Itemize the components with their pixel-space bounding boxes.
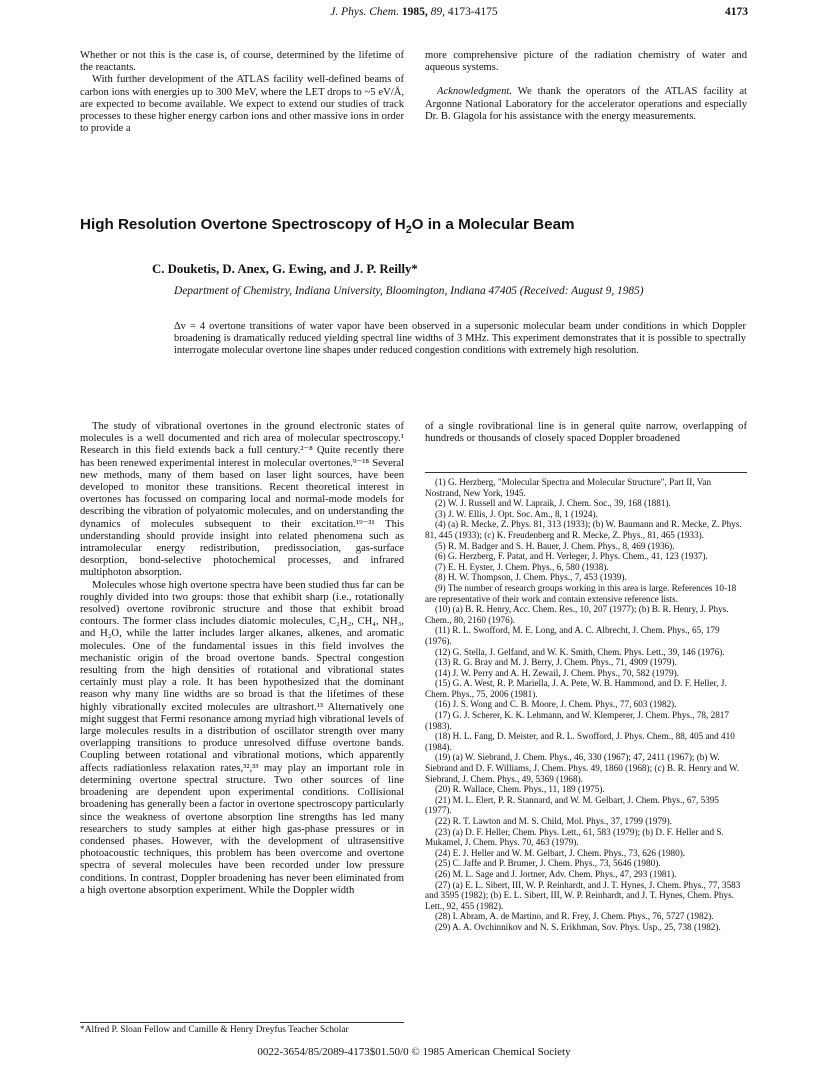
body-right-column [425,421,747,445]
footnote-rule [80,1022,404,1023]
ack-text: We thank the operators of the ATLAS facility at Argonne National Laboratory for the accelerator operations and especially Dr. B. Glagola for his assistance with the energy measurements. [425,86,747,122]
prev-paragraph-1: Whether or not this is the case is, of course, determined by the lifetime of the reactants. [80,50,404,74]
journal-citation [80,6,748,18]
reference-item: (19) (a) W. Siebrand, J. Chem. Phys., 46, 330 (1967); 47, 2411 (1967); (b) W. Siebrand and D. F. Williams, J. Chem. Phys. 49, 1860 (1968); (c) B. R. Henry and W. Siebrand, J. Chem. Phys., 49, 5369 (1968). [425,752,740,784]
reference-item: (18) H. L. Fang, D. Meister, and R. L. Swofford, J. Phys. Chem., 88, 405 and 410 (1984). [425,731,735,752]
reference-item: (8) H. W. Thompson, J. Chem. Phys., 7, 453 (1939). [435,572,627,583]
reference-item: (26) M. L. Sage and J. Jortner, Adv. Chem. Phys., 47, 293 (1981). [435,868,677,879]
reference-item: (15) G. A. West, R. P. Mariella, J. A. Pete, W. B. Hammond, and D. F. Heller, J. Chem. Phys., 75, 2006 (1981). [425,678,727,699]
references-list [425,472,747,933]
running-header [80,6,748,24]
reference-item: (5) R. M. Badger and S. H. Bauer, J. Chem. Phys., 8, 469 (1936). [435,540,675,551]
abstract: Δv = 4 overtone transitions of water vapor have been observed in a supersonic molecular beam under conditions in which Doppler broadening is dramatically reduced yielding spectral line widths of 3 MHz. This experiment demonstrates that it is possible to spectrally interrogate molecular overtone line shapes under reduced congestion conditions with extremely high resolution. [174,321,746,357]
prev-paragraph-2: With further development of the ATLAS facility well-defined beams of carbon ions with energies up to 300 MeV, where the LET drops to ~5 eV/Å, are expected to become available. We expect to extend our studies of track processes to these higher energy carbon ions and other massive ions in order to provide a [80,74,405,135]
page-number: 4173 [725,6,748,18]
prev-article-left-column [80,50,404,135]
reference-item: (7) E. H. Eyster, J. Chem. Phys., 6, 580 (1938). [435,561,609,572]
reference-item: (6) G. Herzberg, F. Patat, and H. Verleger, J. Phys. Chem., 41, 123 (1937). [435,551,708,562]
reference-item: (14) J. W. Perry and A. H. Zewail, J. Chem. Phys., 70, 582 (1979). [435,667,679,678]
body-left-column [80,421,404,897]
authors: C. Douketis, D. Anex, G. Ewing, and J. P. Reilly* [152,262,418,276]
reference-item: (28) I. Abram, A. de Martino, and R. Frey, J. Chem. Phys., 76, 5727 (1982). [435,911,714,922]
journal-year: 1985, [401,6,428,18]
body-paragraph-2: Molecules whose high overtone spectra have been studied thus far can be roughly divided into two groups: those that exhibit sharp (i.e., rotationally resolved) overtone rovibronic structure and those that exhibit broad contours. The former class includes diatomic molecules, C₂H₂, CH₄, NH₃, and H₂O, while the latter includes larger alkanes, alkenes, and aromatic molecules. One of the fundamental issues in this field involves the mechanistic origin of the broad overtone bands. Spectral congestion resulting from the high densities of rotational and vibrational states certainly must play a role. It has been hypothesized that the dominant reason why many line widths are so broad is that the lifetimes of these highly vibrationally excited molecules are ultrashort.¹³ Alternatively one might suggest that Fermi resonance among myriad high vibrational levels of large molecules results in a distribution of oscillator strength over many overlapping transitions to produce unresolved diffuse overtone bands. Coupling between rotational and vibrational motions, which apparently affects radiationless relaxation rates,³²,³³ may play an important role in determining overtone spectral structure. Two other sources of line broadening are dependent upon experimental conditions. Collisional broadening has generally been a factor in overtone spectroscopy particularly since the weakness of overtone absorption line strengths has led many researchers to study samples at either high gas-phase pressures or in condensed phases. However, with the development of ultrasensitive photoacoustic techniques, this problem has been overcome and overtone spectra of several molecules have been recorded under low pressure conditions. In contrast, Doppler broadening has never been eliminated from a high overtone absorption experiment. While the Doppler width [80,579,404,896]
reference-item: (25) C. Jaffe and P. Brumer, J. Chem. Phys., 73, 5646 (1980). [435,858,661,869]
reference-item: (1) G. Herzberg, "Molecular Spectra and Molecular Structure", Part II, Van Nostrand, New York, 1945. [425,477,712,498]
title-post: O in a Molecular Beam [411,216,575,233]
affiliation: Department of Chemistry, Indiana University, Bloomington, Indiana 47405 (Received: August 9, 1985) [174,285,644,297]
reference-item: (27) (a) E. L. Sibert, III, W. P. Reinhardt, and J. T. Hynes, J. Chem. Phys., 77, 3583 and 3595 (1982); (b) E. L. Sibert, III, W. P. Reinhardt, and J. T. Hynes, Chem. Phys. Lett., 92, 455 (1982). [425,879,741,911]
reference-item: (10) (a) B. R. Henry, Acc. Chem. Res., 10, 207 (1977); (b) B. R. Henry, J. Phys. Chem., 80, 2160 (1976). [425,604,729,625]
page-footer: 0022-3654/85/2089-4173$01.50/0 © 1985 American Chemical Society [257,1046,571,1058]
footnote-text: *Alfred P. Sloan Fellow and Camille & Henry Dreyfus Teacher Scholar [80,1025,349,1035]
ack-label: Acknowledgment. [437,86,513,98]
journal-volume: 89, [430,6,445,18]
reference-item: (22) R. T. Lawton and M. S. Child, Mol. Phys., 37, 1799 (1979). [435,816,673,826]
reference-item: (9) The number of research groups working in this area is large. References 10-18 are representative of their work and contain extensive reference lists. [425,582,737,604]
reference-item: (29) A. A. Ovchinnikov and N. S. Erikhman, Sov. Phys. Usp., 25, 738 (1982). [435,921,721,932]
body-paragraph-1: The study of vibrational overtones in the ground electronic states of molecules is a well documented and rich area of molecular spectroscopy.¹ Research in this field extends back a full century.²⁻⁸ Quite recently there has been renewed experimental interest in molecular overtones.⁹⁻¹⁸ Several new methods, many of them based on laser light sources, have been developed to monitor these transitions. Recent theoretical interest in overtones has focussed on comparing local and normal-mode models for describing the vibration of polyatomic molecules, and on understanding the dynamics of molecules subsequent to their excitation.¹⁹⁻³¹ This understanding should provide insight into related phenomena such as intramolecular energy redistribution, predissociation, gas-surface desorption, bond-selective photochemical processes, and infrared multiphoton absorption. [80,421,404,579]
footnote [80,1022,404,1035]
reference-item: (24) E. J. Heller and W. M. Gelbart, J. Chem. Phys., 73, 626 (1980). [435,847,686,858]
reference-item: (2) W. J. Russell and W. Lapraik, J. Chem. Soc., 39, 168 (1881). [435,498,671,509]
reference-item: (11) R. L. Swofford, M. E. Long, and A. C. Albrecht, J. Chem. Phys., 65, 179 (1976). [425,625,720,646]
body-right-text: of a single rovibrational line is in general quite narrow, overlapping of hundreds or thousands of closely spaced Doppler broadened [425,421,747,445]
reference-item: (21) M. L. Elert, P. R. Stannard, and W. M. Gelbart, J. Chem. Phys., 67, 5395 (1977). [425,794,720,816]
reference-item: (20) R. Wallace, Chem. Phys., 11, 189 (1975). [435,784,605,795]
reference-item: (17) G. J. Scherer, K. K. Lehmann, and W. Klemperer, J. Chem. Phys., 78, 2817 (1983). [425,710,729,731]
article-title [80,216,740,237]
journal-pages: 4173-4175 [447,6,498,18]
journal-name: J. Phys. Chem. [330,6,399,18]
reference-item: (16) J. S. Wong and C. B. Moore, J. Chem. Phys., 77, 603 (1982). [435,699,677,710]
title-pre: High Resolution Overtone Spectroscopy of H [80,216,406,233]
prev-continuation: more comprehensive picture of the radiation chemistry of water and aqueous systems. [425,50,747,74]
title-sub: 2 [405,224,412,237]
references-rule [425,472,747,473]
reference-item: (13) R. G. Bray and M. J. Berry, J. Chem. Phys., 71, 4909 (1979). [435,657,677,668]
reference-item: (23) (a) D. F. Heller, Chem. Phys. Lett., 61, 583 (1979); (b) D. F. Heller and S. Mukamel, J. Chem. Phys. 70, 463 (1979). [425,826,724,848]
reference-item: (12) G. Stella, J. Gelfand, and W. K. Smith, Chem. Phys. Lett., 39, 146 (1976). [435,646,725,657]
reference-item: (3) J. W. Ellis, J. Opt. Soc. Am., 8, 1 (1924). [435,508,598,519]
acknowledgment [425,86,747,123]
reference-item: (4) (a) R. Mecke, Z. Phys. 81, 313 (1933); (b) W. Baumann and R. Mecke, Z. Phys. 81, 445 (1933); (c) K. Freudenberg and R. Mecke, Z. Phys., 81, 465 (1933). [425,519,742,540]
prev-article-right-column [425,50,747,123]
